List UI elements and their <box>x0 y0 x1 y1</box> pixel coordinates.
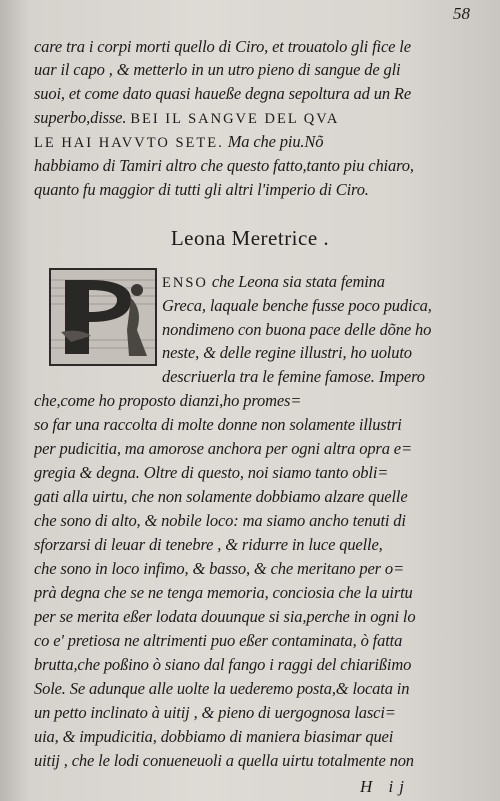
text-line: Greca, laquale benche fusse poco pudica, <box>162 296 432 315</box>
text-fragment: superbo,disse. <box>34 108 127 127</box>
text-line: co e' pretiosa ne altrimenti puo eßer contaminata, ò fatta <box>34 631 403 650</box>
text-line: per se merita eßer lodata douunque si sia,perche in ogni lo <box>34 607 416 626</box>
text-fragment: Ma che piu.Nõ <box>223 132 324 151</box>
text-line: habbiamo di Tamiri altro che questo fatto,tanto piu chiaro, <box>34 156 414 175</box>
text-line: so far una raccolta di molte donne non solamente illustri <box>34 415 402 434</box>
text-line: nondimeno con buona pace delle dõne ho <box>162 320 432 339</box>
text-line: quanto fu maggior di tutti gli altri l'imperio di Ciro. <box>34 180 369 199</box>
text-line: uar il capo , & metterlo in un utro pieno di sangue de gli <box>34 60 401 79</box>
text-line: per pudicitia, ma amorose anchora per ogni altra opra e= <box>34 439 412 458</box>
text-line: sforzarsi di leuar di tenebre , & ridurre in luce quelle, <box>34 535 383 554</box>
text-line: Sole. Se adunque alle uolte la uederemo posta,& locata in <box>34 679 410 698</box>
text-fragment: che Leona sia stata femina <box>207 272 385 291</box>
decorated-initial <box>49 268 157 366</box>
text-line <box>34 131 470 152</box>
text-line: suoi, et come dato quasi haueße degna sepoltura ad un Re <box>34 84 411 103</box>
text-line: gregia & degna. Oltre di questo, noi siamo tanto obli= <box>34 463 389 482</box>
signature-mark: H ij <box>360 777 410 796</box>
text-line: che,come ho proposto dianzi,ho promes= <box>34 391 302 410</box>
text-line: che sono in loco infimo, & basso, & che meritano per o= <box>34 559 404 578</box>
caps-quote: BEI IL SANGVE DEL QVA <box>130 111 340 127</box>
text-line: uitij , che le lodi conueneuoli a quella uirtu totalmente non <box>34 751 414 770</box>
text-line: brutta,che poßino ò siano dal fango i raggi del chiarißimo <box>34 655 412 674</box>
text-line: un petto inclinato à uitij , & pieno di uergognosa lasci= <box>34 703 396 722</box>
text-line <box>34 107 470 128</box>
text-line <box>162 271 470 292</box>
text-line: uia, & impudicitia, dobbiamo di maniera biasimar quei <box>34 727 394 746</box>
text-line: che sono di alto, & nobile loco: ma siamo ancho tenuti di <box>34 511 406 530</box>
text-line: neste, & delle regine illustri, ho uoluto <box>162 343 412 362</box>
text-line: prà degna che se ne tenga memoria, conciosia che la uirtu <box>34 583 413 602</box>
text-line: care tra i corpi morti quello di Ciro, et trouatolo gli fice le <box>34 37 411 56</box>
woodcut-illustration-icon <box>51 270 155 364</box>
caps-quote: LE HAI HAVVTO SETE. <box>34 135 224 151</box>
text-line: descriuerla tra le femine famose. Impero <box>162 367 425 386</box>
page-number: 58 <box>453 4 470 23</box>
text-line: gati alla uirtu, che non solamente dobbiamo alzare quelle <box>34 487 408 506</box>
chapter-heading: Leona Meretrice . <box>170 226 330 250</box>
initial-caps: ENSO <box>162 275 208 291</box>
